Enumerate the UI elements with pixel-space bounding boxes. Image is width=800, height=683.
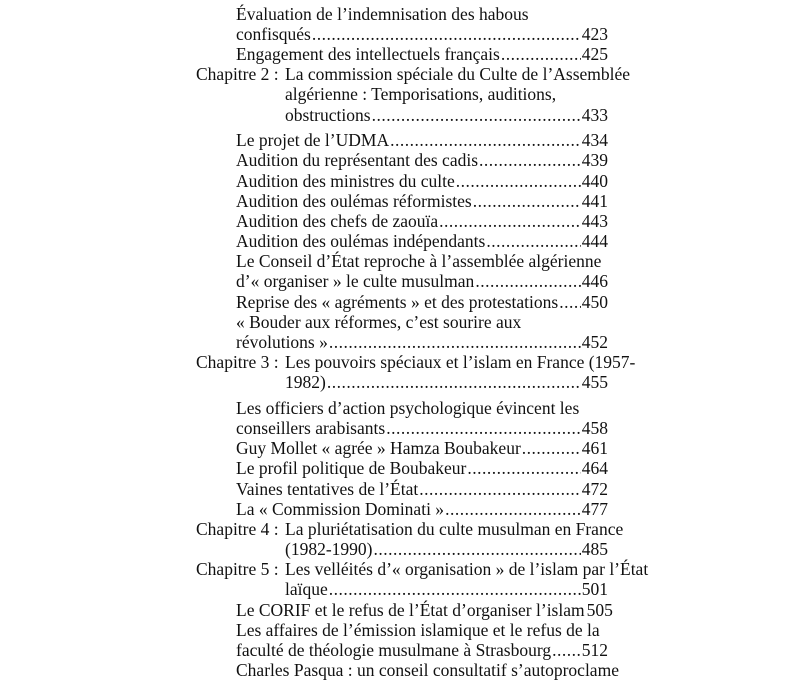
toc-entry[interactable] (236, 23, 608, 45)
chapter-label: Chapitre 3 : (196, 352, 279, 372)
toc-entry-title: Audition du représentant des cadis (236, 150, 479, 171)
chapter-label: Chapitre 2 : (196, 64, 279, 85)
toc-entry-page: 501 (581, 579, 608, 600)
leader-dots (419, 478, 581, 500)
chapter-label: Chapitre 4 : (196, 518, 279, 539)
leader-dots (329, 578, 581, 600)
toc-entry[interactable] (285, 104, 608, 126)
leader-dots (522, 437, 581, 459)
toc-entry[interactable] (236, 149, 608, 171)
toc-entry-text: Charles Pasqua : un conseil consultatif s’autoproclame (236, 660, 619, 680)
toc-entry-text: Les officiers d’action psychologique évincent les (236, 397, 580, 418)
toc-entry[interactable] (236, 270, 608, 292)
toc-entry-page: 439 (581, 150, 608, 171)
leader-dots (501, 43, 581, 65)
toc-entry-page: 452 (581, 331, 608, 352)
toc-entry[interactable] (236, 437, 608, 459)
leader-dots (467, 457, 580, 479)
toc-entry[interactable] (285, 578, 608, 600)
toc-entry-page: 444 (581, 231, 608, 252)
toc-entry[interactable] (236, 129, 608, 151)
toc-entry-title: Guy Mollet « agrée » Hamza Boubakeur (236, 438, 521, 459)
leader-dots (473, 190, 581, 212)
toc-entry[interactable] (285, 538, 608, 560)
toc-entry-title: La « Commission Dominati » (236, 498, 445, 519)
toc-entry[interactable] (285, 371, 608, 393)
toc-entry-title: 1982) (285, 372, 326, 393)
toc-entry-page: 434 (581, 130, 608, 151)
toc-entry[interactable] (236, 599, 613, 621)
toc-entry-title: Audition des ministres du culte (236, 170, 455, 191)
toc-entry[interactable] (236, 457, 608, 479)
toc-entry-title: Audition des oulémas indépendants (236, 231, 486, 252)
toc-entry-title: conseillers arabisants (236, 418, 386, 438)
toc-entry[interactable] (236, 639, 608, 661)
toc-entry-page: 433 (581, 104, 608, 125)
toc-entry-title: confisqués (236, 23, 311, 44)
toc-entry-text: Le Conseil d’État reproche à l’assemblée algérienne (236, 251, 602, 272)
toc-entry-page: 425 (581, 44, 608, 65)
chapter-title[interactable]: La pluriétatisation du culte musulman en France (285, 518, 624, 539)
toc-entry-title: Engagement des intellectuels français (236, 44, 500, 65)
leader-dots (327, 371, 581, 393)
toc-entry-page: 446 (581, 271, 608, 292)
toc-entry[interactable] (236, 331, 608, 353)
leader-dots (386, 417, 581, 439)
leader-dots (445, 498, 581, 520)
toc-entry-page: 458 (581, 418, 608, 438)
leader-dots (486, 230, 580, 252)
toc-entry-page: 461 (581, 438, 608, 459)
toc-entry[interactable] (236, 170, 608, 192)
toc-entry-title: obstructions (285, 104, 371, 125)
leader-dots (552, 639, 581, 661)
toc-entry-page: 450 (581, 291, 608, 312)
toc-entry-title: Le profil politique de Boubakeur (236, 458, 467, 479)
toc-entry-title: laïque (285, 579, 328, 600)
toc-entry-page: 440 (581, 170, 608, 191)
toc-entry-title: (1982-1990) (285, 539, 373, 559)
leader-dots (312, 23, 581, 45)
leader-dots (559, 291, 581, 313)
toc-entry-page: 441 (581, 190, 608, 211)
chapter-title[interactable]: Les velléités d’« organisation » de l’islam par l’État (285, 559, 649, 580)
leader-dots (329, 331, 581, 353)
toc-entry-title: révolutions » (236, 331, 328, 352)
toc-entry-page: 477 (581, 498, 608, 519)
leader-dots (390, 129, 581, 151)
leader-dots (373, 538, 580, 560)
toc-entry-title: d’« organiser » le culte musulman (236, 271, 475, 292)
toc-entry-page: 443 (581, 210, 608, 231)
chapter-title[interactable]: Les pouvoirs spéciaux et l’islam en France (1957- (285, 352, 636, 372)
toc-entry-title: Le projet de l’UDMA (236, 130, 390, 151)
toc-entry-title: Reprise des « agréments » et des protestations (236, 291, 559, 312)
toc-entry-text: « Bouder aux réformes, c’est sourire aux (236, 311, 522, 332)
toc-entry[interactable] (236, 210, 608, 232)
toc-entry[interactable] (236, 478, 608, 500)
toc-entry[interactable] (236, 43, 608, 65)
toc-entry[interactable] (236, 230, 608, 252)
toc-entry-title: Vaines tentatives de l’État (236, 478, 419, 499)
toc-entry-page: 512 (581, 639, 608, 660)
leader-dots (475, 270, 580, 292)
leader-dots (456, 170, 581, 192)
toc-entry-text: Les affaires de l’émission islamique et le refus de la (236, 619, 600, 640)
toc-entry-title: Audition des chefs de zaouïa (236, 210, 439, 231)
chapter-label: Chapitre 5 : (196, 559, 279, 580)
toc-entry-title: Audition des oulémas réformistes (236, 190, 472, 211)
toc-entry-title: faculté de théologie musulmane à Strasbourg (236, 639, 552, 660)
toc-entry-title: Le CORIF et le refus de l’État d’organiser l’islam (236, 599, 585, 620)
leader-dots (479, 149, 581, 171)
toc-entry-text: Évaluation de l’indemnisation des habous (236, 3, 529, 24)
leader-dots (439, 210, 581, 232)
toc-entry-page: 423 (581, 23, 608, 44)
toc-entry-page: 505 (586, 599, 613, 620)
leader-dots (372, 104, 581, 126)
chapter-title: algérienne : Temporisations, auditions, (285, 84, 557, 105)
toc-entry[interactable] (236, 417, 608, 439)
toc-entry[interactable] (236, 291, 608, 313)
chapter-title[interactable]: La commission spéciale du Culte de l’Assemblée (285, 64, 631, 85)
toc-entry-page: 464 (581, 458, 608, 479)
toc-entry[interactable] (236, 190, 608, 212)
toc-entry-page: 485 (581, 539, 608, 559)
toc-entry-page: 455 (581, 372, 608, 393)
toc-entry-page: 472 (581, 478, 608, 499)
toc-entry[interactable] (236, 498, 608, 520)
